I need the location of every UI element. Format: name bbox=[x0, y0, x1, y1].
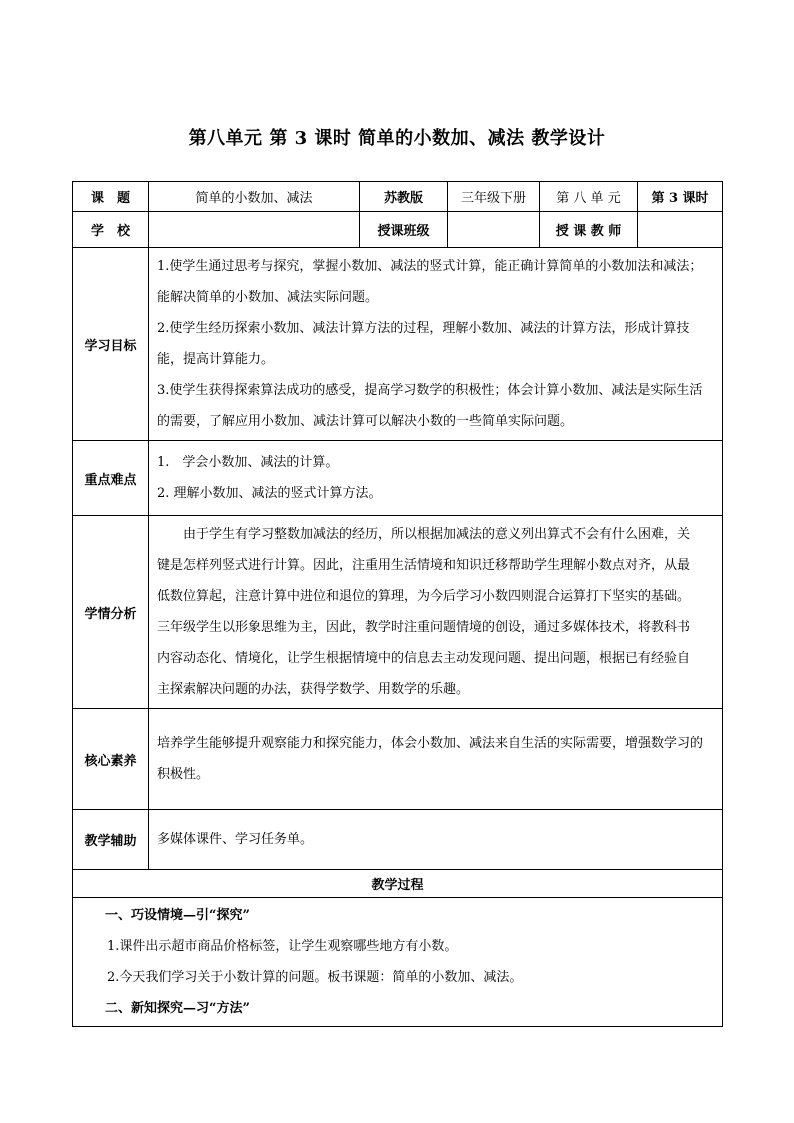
literacy-text: 培养学生能够提升观察能力和探究能力，体会小数加、减法来自生活的实际需要，增强数学习的积极性。 bbox=[157, 736, 704, 782]
analysis-row bbox=[73, 516, 723, 709]
aids-row bbox=[73, 810, 723, 870]
analysis-text: 由于学生有学习整数加减法的经历，所以根据加减法的意义列出算式不会有什么困难，关键是怎样列竖式进行计算。因此，注重用生活情境和知识迁移帮助学生理解小数点对齐，从最低数位算起，注意计算中进位和退位的算理，为今后学习小数四则混合运算打下坚实的基础。三年级学生以形象思维为主，因此，教学时注重问题情境的创设，通过多媒体技术，将教科书内容动态化、情境化，让学生根据情境中的信息去主动发现问题、提出问题，根据已有经验自主探索解决问题的办法，获得学数学、用数学的乐趣。 bbox=[157, 527, 691, 697]
class-value bbox=[448, 212, 540, 248]
process-step-1: 1.课件出示超市商品价格标签，让学生观察哪些地方有小数。 bbox=[107, 939, 458, 954]
objectives-content bbox=[149, 248, 723, 441]
aids-content bbox=[149, 810, 723, 870]
aids-text: 多媒体课件、学习任务单。 bbox=[157, 832, 314, 847]
key-points-label: 重点难点 bbox=[73, 441, 149, 516]
course-value: 简单的小数加、减法 bbox=[149, 182, 360, 212]
course-label: 课 题 bbox=[73, 182, 149, 212]
literacy-content bbox=[149, 709, 723, 810]
objectives-row bbox=[73, 248, 723, 441]
objectives-label: 学习目标 bbox=[73, 248, 149, 441]
analysis-label: 学情分析 bbox=[73, 516, 149, 709]
key-point-item: 1. 学会小数加、减法的计算。 bbox=[157, 455, 339, 470]
key-point-item: 2. 理解小数加、减法的竖式计算方法。 bbox=[157, 486, 382, 501]
process-title: 教学过程 bbox=[73, 870, 723, 898]
publisher: 苏教版 bbox=[360, 182, 448, 212]
school-label: 学 校 bbox=[73, 212, 149, 248]
teacher-label: 授 课 教 师 bbox=[540, 212, 638, 248]
school-row bbox=[73, 212, 723, 248]
process-title-row bbox=[73, 870, 723, 898]
school-value bbox=[149, 212, 360, 248]
key-points-content bbox=[149, 441, 723, 516]
literacy-label: 核心素养 bbox=[73, 709, 149, 810]
process-section-2: 二、新知探究—习“方法” bbox=[105, 1001, 250, 1016]
process-step-2: 2.今天我们学习关于小数计算的问题。板书课题：简单的小数加、减法。 bbox=[107, 970, 523, 985]
page-title: 第八单元 第 3 课时 简单的小数加、减法 教学设计 bbox=[188, 128, 606, 149]
key-points-row bbox=[73, 441, 723, 516]
header-row bbox=[73, 182, 723, 212]
objective-item: 3.使学生获得探索算法成功的感受，提高学习数学的积极性；体会计算小数加、减法是实际生活的需要，了解应用小数加、减法计算可以解决小数的一些简单实际问题。 bbox=[157, 383, 703, 429]
teacher-value bbox=[638, 212, 723, 248]
lesson: 第 3 课时 bbox=[638, 182, 723, 212]
process-section-1: 一、巧设情境—引“探究” bbox=[105, 908, 250, 923]
literacy-row bbox=[73, 709, 723, 810]
grade: 三年级下册 bbox=[448, 182, 540, 212]
class-label: 授课班级 bbox=[360, 212, 448, 248]
objective-item: 1.使学生通过思考与探究，掌握小数加、减法的竖式计算，能正确计算简单的小数加法和减法；能解决简单的小数加、减法实际问题。 bbox=[157, 259, 703, 305]
objective-item: 2.使学生经历探索小数加、减法计算方法的过程，理解小数加、减法的计算方法，形成计算技能，提高计算能力。 bbox=[157, 321, 690, 367]
process-content-row bbox=[73, 898, 723, 1027]
unit: 第 八 单 元 bbox=[540, 182, 638, 212]
aids-label: 教学辅助 bbox=[73, 810, 149, 870]
process-content bbox=[73, 898, 723, 1027]
analysis-content bbox=[149, 516, 723, 709]
lesson-plan-table bbox=[72, 181, 723, 1027]
